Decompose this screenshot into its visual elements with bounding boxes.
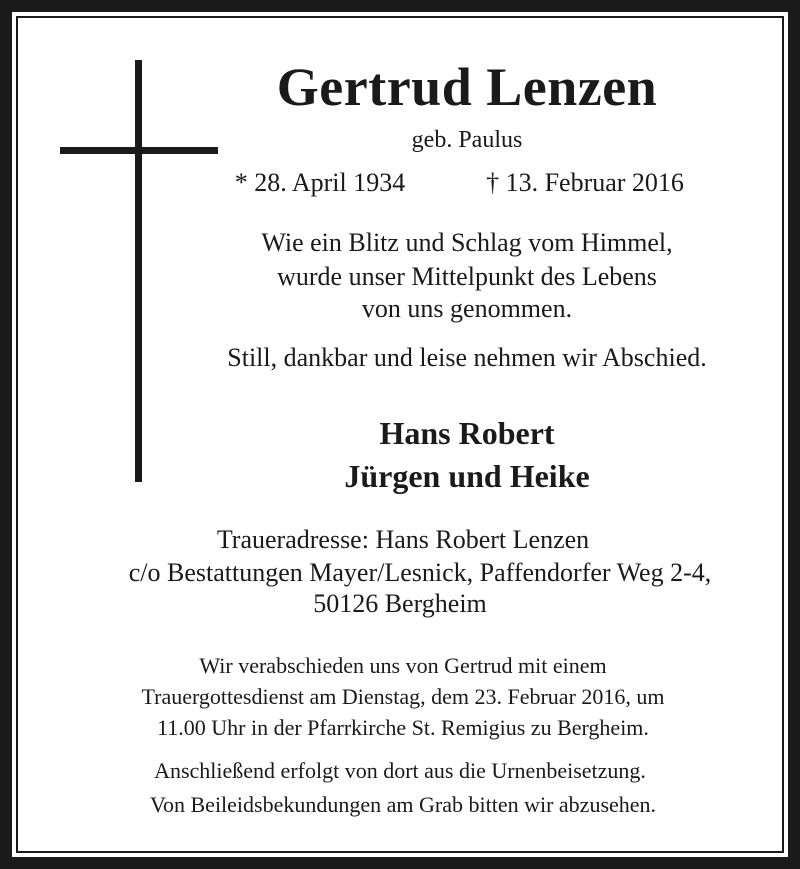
service-line: Wir verabschieden uns von Gertrud mit einem xyxy=(199,653,607,678)
service-line: Von Beileidsbekundungen am Grab bitten wir abzusehen. xyxy=(149,792,657,817)
maiden-name: geb. Paulus xyxy=(411,127,523,153)
verse-line: wurde unser Mittelpunkt des Lebens xyxy=(277,262,657,291)
service-line: Trauergottesdienst am Dienstag, dem 23. Februar 2016, um xyxy=(141,684,665,709)
verse-line: Wie ein Blitz und Schlag vom Himmel, xyxy=(261,228,673,257)
deceased-name: Gertrud Lenzen xyxy=(276,57,658,117)
birth-date: * 28. April 1934 xyxy=(234,168,406,197)
service-line: Anschließend erfolgt von dort aus die Urnenbeisetzung. xyxy=(154,758,646,783)
service-line: 11.00 Uhr in der Pfarrkirche St. Remigius zu Bergheim. xyxy=(157,715,649,740)
death-date: † 13. Februar 2016 xyxy=(486,168,684,197)
address-line: 50126 Bergheim xyxy=(313,589,487,618)
address-line: c/o Bestattungen Mayer/Lesnick, Paffendorfer Weg 2-4, xyxy=(128,558,712,587)
mourner-name: Jürgen und Heike xyxy=(344,458,590,494)
cross-horizontal-bar xyxy=(60,147,218,154)
verse-line: von uns genommen. xyxy=(361,294,573,323)
mourner-name: Hans Robert xyxy=(379,415,555,451)
address-line: Traueradresse: Hans Robert Lenzen xyxy=(216,525,590,554)
cross-vertical-bar xyxy=(135,60,142,482)
farewell-text: Still, dankbar und leise nehmen wir Abschied. xyxy=(227,343,707,372)
